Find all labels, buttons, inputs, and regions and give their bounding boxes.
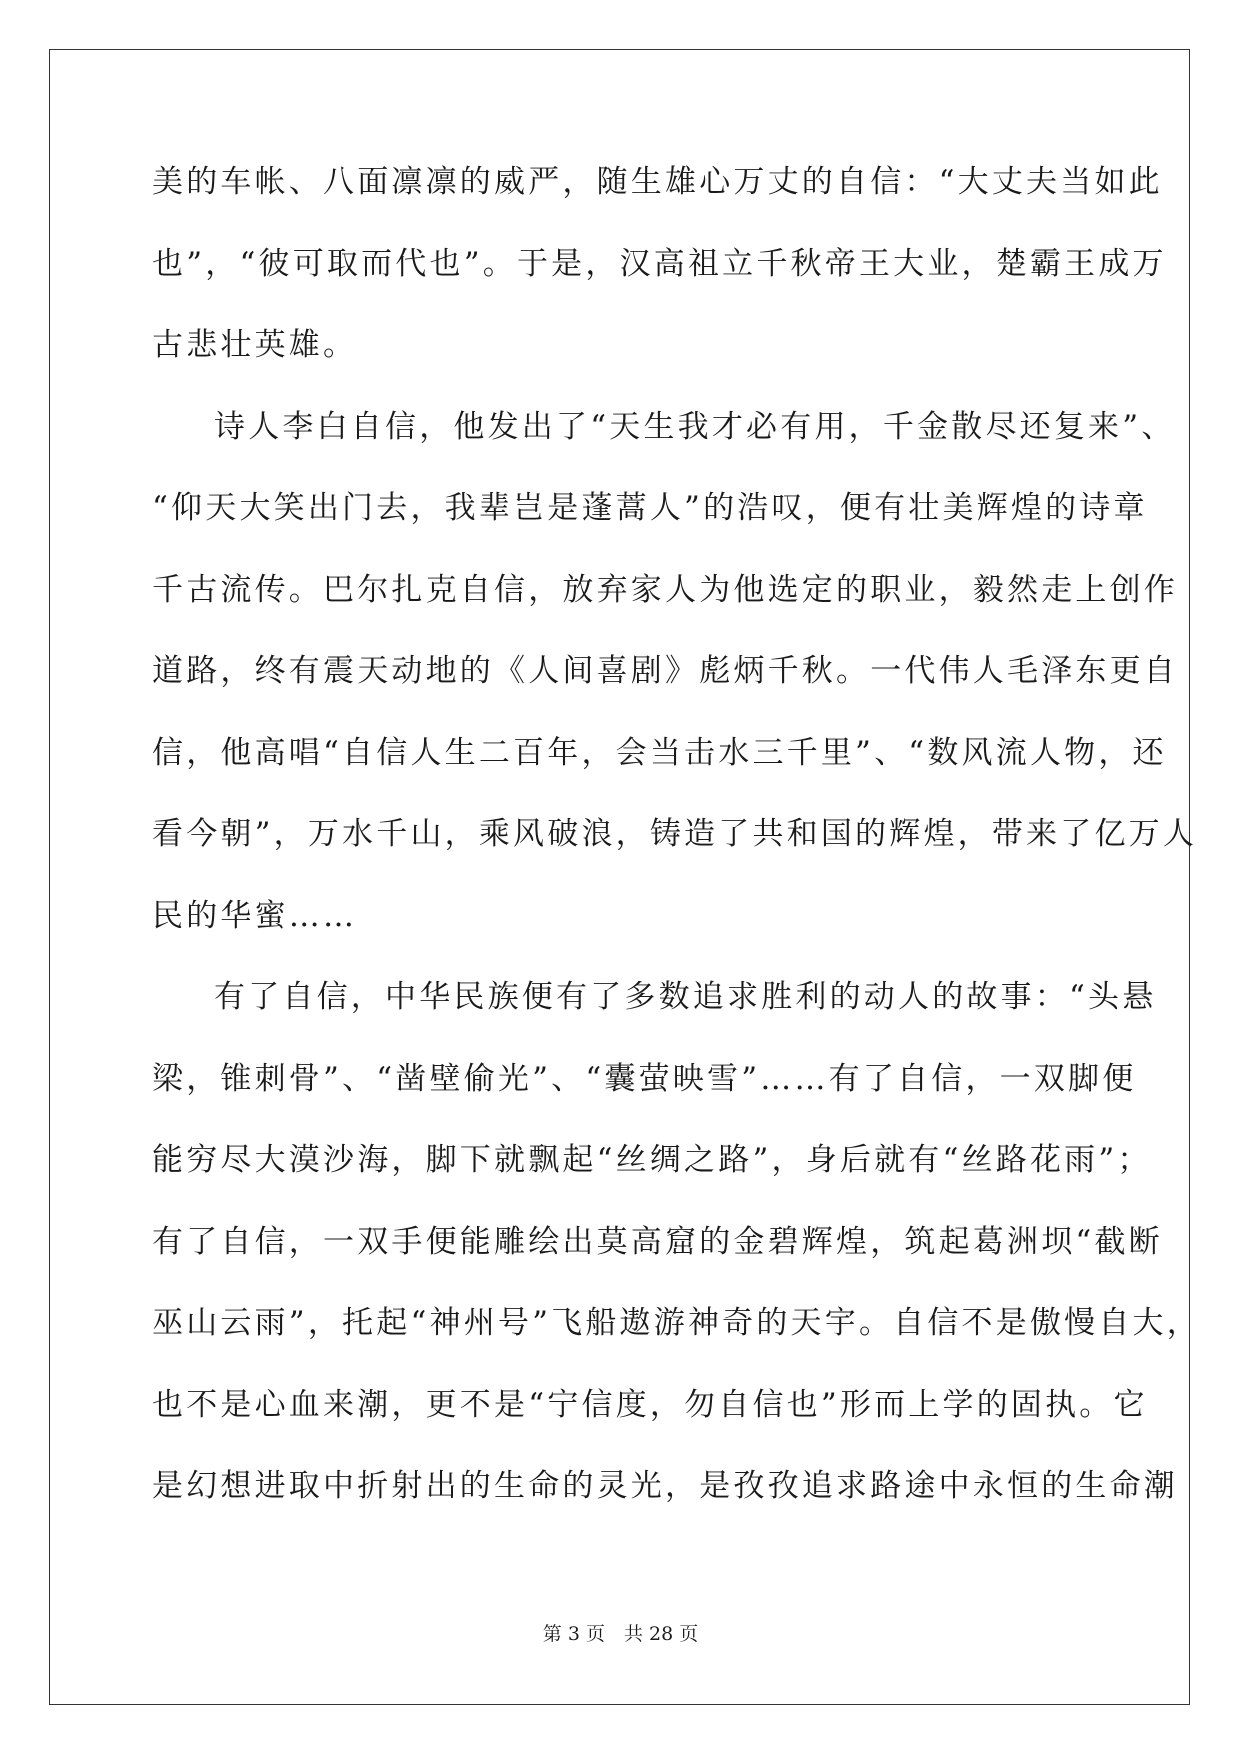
page-number-footer: 第 3 页 共 28 页 bbox=[542, 1623, 699, 1645]
text-line: 看今朝”，万水千山，乘风破浪，铸造了共和国的辉煌，带来了亿万人 bbox=[152, 816, 1198, 852]
text-line: 也不是心血来潮，更不是“宁信度，勿自信也”形而上学的固执。它 bbox=[152, 1386, 1148, 1423]
text-line: 梁，锥刺骨”、“凿壁偷光”、“囊萤映雪”……有了自信，一双脚便 bbox=[152, 1060, 1137, 1097]
text-line: 诗人李白自信，他发出了“天生我才必有用，千金散尽还复来”、 bbox=[214, 408, 1176, 445]
text-line: 美的车帐、八面凛凛的威严，随生雄心万丈的自信：“大丈夫当如此 bbox=[152, 164, 1163, 200]
text-line: 信，他高唱“自信人生二百年，会当击水三千里”、“数风流人物，还 bbox=[152, 734, 1167, 771]
text-line: 巫山云雨”，托起“神州号”飞船遨游神奇的天宇。自信不是傲慢自大， bbox=[152, 1305, 1201, 1341]
text-line: 道路，终有震天动地的《人间喜剧》彪炳千秋。一代伟人毛泽东更自 bbox=[152, 653, 1178, 689]
text-line: 也”，“彼可取而代也”。于是，汉高祖立千秋帝王大业，楚霸王成万 bbox=[152, 245, 1167, 282]
text-line: “仰天大笑出门去，我辈岂是蓬蒿人”的浩叹，便有壮美辉煌的诗章 bbox=[152, 490, 1148, 526]
text-line: 是幻想进取中折射出的生命的灵光，是孜孜追求路途中永恒的生命潮 bbox=[152, 1468, 1178, 1504]
document-body bbox=[152, 158, 1201, 1544]
text-line: 民的华蜜…… bbox=[152, 897, 358, 934]
text-line: 有了自信，中华民族便有了多数追求胜利的动人的故事：“头悬 bbox=[214, 979, 1157, 1015]
text-line: 千古流传。巴尔扎克自信，放弃家人为他选定的职业，毅然走上创作 bbox=[152, 571, 1178, 608]
text-line: 能穷尽大漠沙海，脚下就飘起“丝绸之路”，身后就有“丝路花雨”； bbox=[152, 1142, 1152, 1178]
text-line: 有了自信，一双手便能雕绘出莫高窟的金碧辉煌，筑起葛洲坝“截断 bbox=[152, 1223, 1163, 1260]
text-line: 古悲壮英雄。 bbox=[152, 327, 358, 363]
